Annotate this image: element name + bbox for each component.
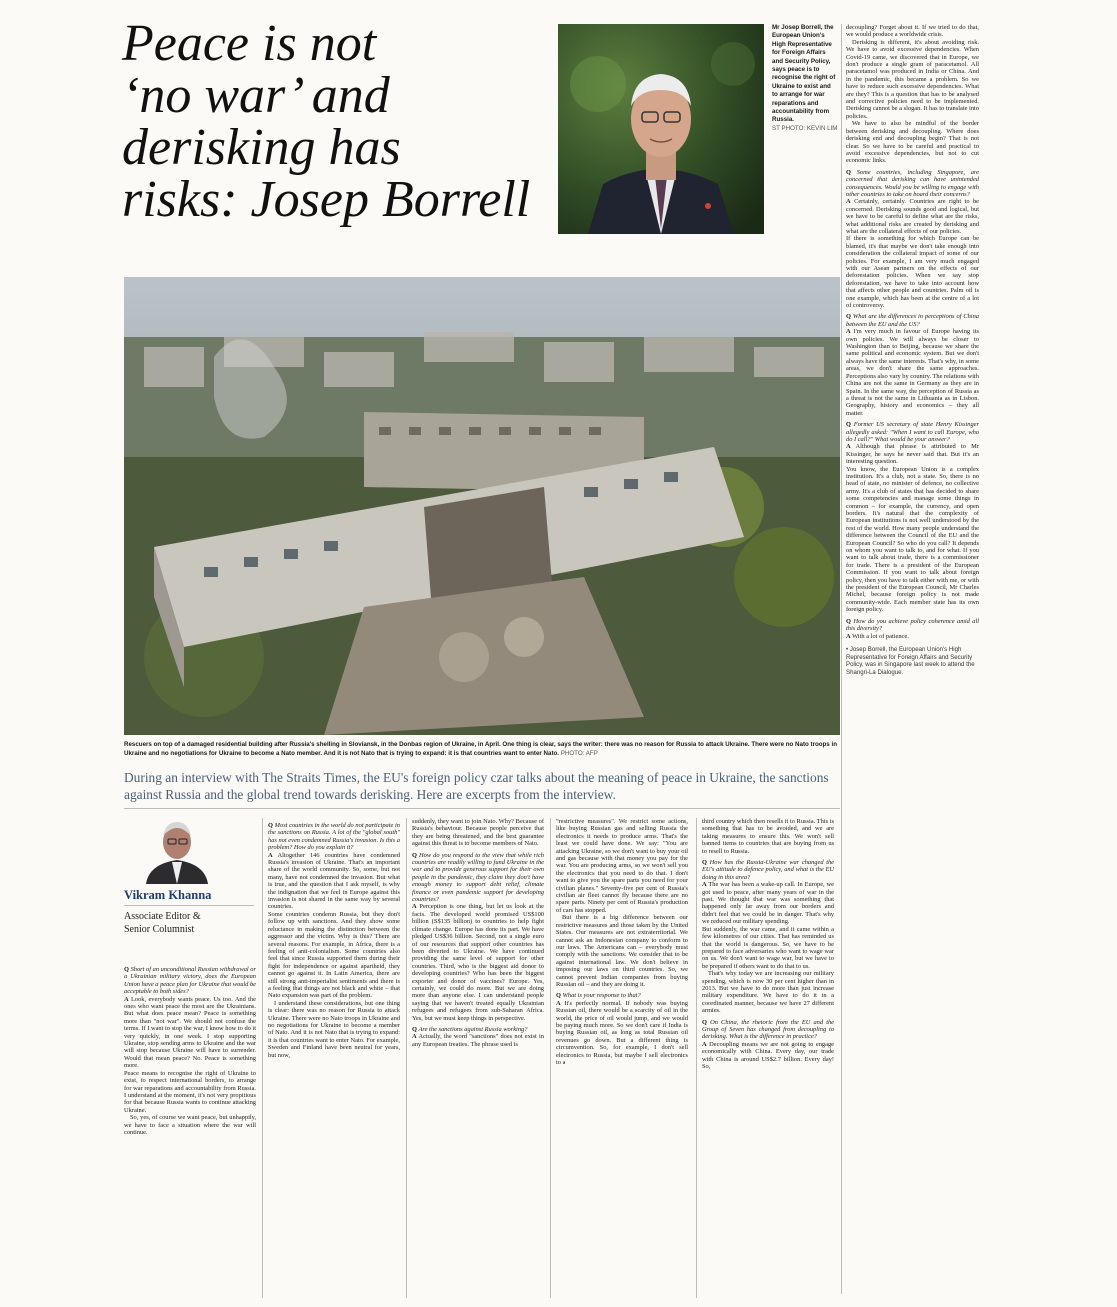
- answer-marker: A: [702, 1040, 707, 1048]
- paragraph: decoupling? Forget about it. If we tried to do that, we would produce a worldwide crisis.: [846, 24, 979, 39]
- answer-text: Perception is one thing, but let us look at the facts. The developed world promised US$100 billion (S$135 billion) to countries to help fight climate change. Europe has done its part. We have pledged US$36 billion. Second, not a single euro of our resources that support other countries has been diverted to Ukraine. We have continued providing the same level of support for other countries. Third, who is the biggest aid donor to developing countries? Who has been the biggest exporter and donor of vaccines? Europe. Yes, certainly, we could do more. But we are doing more than anyone else. I can understand people saying that we haven't treated equally Ukrainian refugees and refugees from sub-Saharan Africa. Yes, but we must keep things in perspective.: [412, 903, 544, 1022]
- answer-marker: A: [846, 328, 851, 336]
- column-rule: [406, 818, 407, 1298]
- main-photo-caption: [124, 740, 840, 758]
- divider: [124, 808, 840, 809]
- answer: [412, 903, 544, 1022]
- question-marker: Q: [846, 313, 851, 321]
- paragraph: We have to also be mindful of the border between derisking and decoupling. Where does derisking end and decoupling begin? That is not clear. So we have to be careful and practical to avoid excessive dependencies, but not to cut economic links.: [846, 120, 979, 165]
- author-name: Vikram Khanna: [124, 888, 212, 902]
- question-marker: Q: [702, 859, 707, 867]
- question-marker: Q: [124, 966, 129, 973]
- answer-marker: A: [412, 903, 417, 911]
- paragraph: But suddenly, the war came, and it came within a few kilometres of our cities. That has reminded us that the world is dangerous. So, we have to be prepared to face adversaries who want to wage war on us. We don't want to wage war, but we have to be prepared if others want to do that to us.: [702, 925, 834, 970]
- answer-text: It's perfectly normal. If nobody was buying Russian oil, there would be a scarcity of oil in the world, the price of oil would jump, and we would be paying much more. So we don't care if India is buying Russian oil, as long as total Russian oil revenues go down. But a different thing is circumvention. So, for example, I don't sell electronics to Russia, but maybe I sell electronics to a: [556, 999, 688, 1066]
- author-divider: [124, 905, 254, 906]
- answer-marker: A: [846, 198, 851, 206]
- question-text: What is your response to that?: [562, 992, 641, 1000]
- author-title-line: Senior Columnist: [124, 924, 195, 935]
- question: [846, 618, 979, 633]
- answer-marker: A: [268, 851, 273, 859]
- question: [268, 822, 400, 852]
- question-text: How do you respond to the view that while rich countries are readily willing to fund Ukraine in the war and to provide generous support for their own people in the pandemic, they claim they don't have enough money to support debt relief, climate finance or even pandemic support for developing countries?: [412, 851, 544, 904]
- article-column-5: [702, 818, 834, 1298]
- portrait-caption: [772, 24, 838, 133]
- question-text: Short of an unconditional Russian withdrawal or a Ukrainian military victory, does the European Union have a peace plan for Ukraine that would be acceptable to both sides?: [124, 966, 256, 996]
- question-marker: Q: [412, 851, 417, 859]
- author-title-line: Associate Editor &: [124, 911, 201, 922]
- answer: [412, 1033, 544, 1048]
- paragraph: "restrictive measures". We restrict some actions, like buying Russian gas and selling Russia the electronics it needs to produce arms. That's the least we could have done. We say: "You are attacking Ukraine, so we don't want to buy your oil and gas because with that money you pay for the war. You are producing arms, so we won't sell you the electronics that you need to do that. I don't want to give you the spare parts you need for your civilian planes." Seventy-five per cent of Russia's civilian air fleet cannot fly because there are no spare parts. Ninety per cent of Russia's production of cars has stopped.: [556, 818, 688, 914]
- portrait-credit: ST PHOTO: KEVIN LIM: [772, 124, 838, 132]
- question-marker: Q: [556, 992, 561, 1000]
- paragraph: You know, the European Union is a complex institution. It's a club, not a state. So, there is no head of state, no minister of defence, no collective army. It's a club of states that has decided to share some competencies and manage some things in common – for example, the currency, and open borders. It's natural that the complexity of European institutions is not well understood by the rest of the world. How many people understand the difference between the Council of the EU and the European Council? So who do you call? It depends on whom you want to talk to, and for what. If you want to talk about trade, there is a commissioner for trade. There is a president of the European Commission. If you want to talk about foreign policy, then you have to talk either with me, or with the president of the European Council, Mr Charles Michel, because foreign policy is not made community-wide. Each member state has its own foreign policy.: [846, 465, 979, 614]
- paragraph: Peace means to recognise the right of Ukraine to exist, to respect international borders, to arrange for war reparations and accountability from Russia. I understand at the moment, it's not very propitious for that because Russia wants to continue attacking Ukraine.: [124, 1069, 256, 1114]
- author-title: [124, 910, 264, 936]
- answer: [124, 996, 256, 1070]
- question: [702, 859, 834, 881]
- question-marker: Q: [268, 822, 273, 829]
- question: [846, 313, 979, 328]
- answer: [846, 443, 979, 465]
- question: [846, 421, 979, 443]
- headline-line: Peace is not: [122, 15, 377, 72]
- answer-text: I'm very much in favour of Europe having its own policies. We will always be closer to Washington than to Beijing, because we share the same political and economic system. But we don't always have the same interests. That's why, in some areas, we don't share the same approaches. Perceptions also vary by country. The relations with China are not the same in Germany as they are in Spain. In the same way, the perception of Russia as a threat is not the same in Lithuania as in Lisbon. Geography, history and economics – they all matter.: [846, 328, 979, 417]
- article-column-3: [412, 818, 544, 1298]
- paragraph: suddenly, they want to join Nato. Why? Because of Russia's behaviour. Because people perceive that they are being threatened, and the best guarantee against this threat is to become members of Nato.: [412, 818, 544, 848]
- article-column-2: [268, 818, 400, 1298]
- headline-line: risks: Josep Borrell: [122, 171, 531, 228]
- paragraph: Some countries condemn Russia, but they don't follow up with sanctions. And they show some reluctance in making the distinction between the aggressor and the victim. Why is this? There are several reasons. For example, in Africa, there is a feeling of anti-colonialism. Some countries also feel that since Russia supported them during their fight for independence or against apartheid, they cannot go against it. In Latin America, there are still strong anti-imperialist sentiments and there is a feeling that things are not black and white – that Nato expansion was part of the problem.: [268, 910, 400, 1000]
- answer-marker: A: [846, 443, 851, 451]
- answer-text: Although that phrase is attributed to Mr Kissinger, he says he never said that. But it's an interesting question.: [846, 443, 979, 466]
- question: [556, 992, 688, 999]
- question-marker: Q: [412, 1025, 417, 1033]
- question-text: What are the differences in perceptions of China between the EU and the US?: [846, 313, 979, 328]
- answer-marker: A: [556, 999, 561, 1007]
- answer-marker: A: [124, 995, 129, 1003]
- answer-text: Actually, the word "sanctions" does not exist in any European treaties. The phrase used is: [412, 1033, 544, 1048]
- paragraph: That's why today we are increasing our military spending, which is now 30 per cent higher than in 2013. But we have to do more than just increase military expenditure. We have to do it in a coordinated manner, because we have 27 different armies.: [702, 970, 834, 1015]
- article-column-4: [556, 818, 688, 1298]
- article-column-6: [846, 24, 979, 1292]
- standfirst: During an interview with The Straits Times, the EU's foreign policy czar talks about the meaning of peace in Ukraine, the sanctions against Russia and the global trend towards derisking. Here are excerpts from the interview.: [124, 770, 829, 802]
- answer: [702, 1041, 834, 1071]
- headline-line: ‘no war’ and: [122, 67, 390, 124]
- question: [412, 1026, 544, 1033]
- paragraph: But there is a big difference between our restrictive measures and those taken by the United States. Our measures are not extraterritorial. We cannot ask an Indonesian company to conform to our laws. The Americans can – everybody must comply with the sanctions. We consider that to be against international law. We don't believe in imposing our laws on third countries. So, we cannot prevent Indian companies from buying Russian oil – and they are doing it.: [556, 914, 688, 988]
- question: [124, 966, 256, 996]
- question-marker: Q: [702, 1018, 707, 1026]
- portrait-caption-text: Mr Josep Borrell, the European Union's High Representative for Foreign Affairs and Security Policy, says peace is to recognise the right of Ukraine to exist and to arrange for war reparations and accountability from Russia.: [772, 24, 836, 124]
- question-marker: Q: [846, 421, 851, 429]
- paragraph: I understand these considerations, but one thing is clear: there was no reason for Russia to attack Ukraine. There were no Nato troops in Ukraine and no negotiations for Ukraine to become a member of Nato. And it is not Nato that is trying to expand: it is that countries want to enter Nato. For example, Sweden and Finland have been neutral for years, but now,: [268, 999, 400, 1059]
- answer-text: With a lot of patience.: [852, 632, 909, 640]
- answer-text: The war has been a wake-up call. In Europe, we got used to peace, after many years of war in the past. We thought that war was something that happened only far away from our borders and didn't feel that we could be in danger. That's why we reduced our military spending.: [702, 881, 834, 926]
- answer-text: Look, everybody wants peace. Us too. And the ones who want peace the most are the Ukrainians. But what does peace mean? Peace is something more than "not war". We should not confuse the terms. If I want to stop the war, I know how to do it very quickly, in one week. I stop supporting Ukraine, stop sending arms to Ukraine and the war will stop because Ukraine will have to surrender. Would that mean peace? No. Peace is something more.: [124, 995, 256, 1070]
- question-marker: Q: [846, 617, 851, 625]
- answer-text: Decoupling means we are not going to engage economically with China. Every day, our trade with China is around US$2.7 billion. Every day! So,: [702, 1040, 834, 1070]
- question-marker: Q: [846, 168, 851, 176]
- question-text: How has the Russia-Ukraine war changed the EU's attitude to defence policy, and what is the EU doing in this area?: [702, 859, 834, 881]
- paragraph: third country which then resells it to Russia. This is something that has to be avoided, and we are taking measures to ensure this. We won't sell banned items to countries that are buying from us to resell to Russia.: [702, 818, 834, 855]
- headline: [122, 15, 552, 228]
- main-photo: [124, 277, 840, 735]
- footnote: • Josep Borrell, the European Union's High Representative for Foreign Affairs and Security Policy, was in Singapore last week to attend the Shangri-La Dialogue.: [846, 645, 975, 676]
- headline-line: derisking has: [122, 119, 401, 176]
- paragraph: So, yes, of course we want peace, but unhappily, we have to face a situation where the war will continue.: [124, 1114, 256, 1136]
- answer-text: Certainly, certainly. Countries are right to be concerned. Derisking sounds good and logical, but we have to be careful to define what are the risks, what additional risks are created by derisking and what are the collateral effects of our policies.: [846, 198, 979, 235]
- question: [846, 169, 979, 199]
- answer: [846, 328, 979, 417]
- question-text: Some countries, including Singapore, are concerned that derisking can have unintended consequences. Would you be willing to engage with other countries to take on board their concerns?: [846, 168, 979, 198]
- answer: [268, 852, 400, 911]
- paragraph: If there is something for which Europe can be blamed, it's that maybe we don't take enough into consideration the collateral impact of some of our policies. For example, I am very much engaged with our Asean partners on the effects of our deforestation policies. When we say stop deforestation, we have to take into account how that affects other people and countries. Palm oil is one example, which has been at the centre of a lot of controversy.: [846, 235, 979, 310]
- author-photo: [124, 814, 230, 884]
- question: [412, 852, 544, 904]
- question-text: How do you achieve policy coherence amid all this diversity?: [846, 617, 979, 633]
- column-rule: [696, 818, 697, 1298]
- column-rule: [550, 818, 551, 1298]
- paragraph: Derisking is different, it's about avoiding risk. We have to avoid excessive dependencies. When Covid-19 came, we discovered that in Europe, we don't produce a single gram of paracetamol. All paracetamol was produced in India or China. And in the pandemic, this became a problem. So we have to reduce such excessive dependencies. What are they? This is a question that has to be analysed and corrective policies need to be implemented. Derisking cannot be a slogan. It has to translate into policies.: [846, 38, 979, 120]
- answer: [846, 633, 979, 640]
- main-photo-caption-text: Rescuers on top of a damaged residential building after Russia's shelling in Sloviansk, in the Donbas region of Ukraine, in April. One thing is clear, says the writer: there was no reason for Russia to attack Ukraine. There were no Nato troops in Ukraine and no negotiations for Ukraine to become a Nato member. And it is not Nato that is trying to expand: it is that countries want to enter Nato.: [124, 741, 837, 757]
- answer: [556, 1000, 688, 1067]
- question-text: Most countries in the world do not participate in the sanctions on Russia. A lot of the "global south" has not even condemned Russia's invasion. Is this a problem? How do you explain it?: [268, 822, 400, 852]
- article-column-1: [124, 962, 256, 1297]
- answer-text: Altogether 146 countries have condemned Russia's invasion of Ukraine. That's an important share of the world community. So, some, but not many, have not condemned the invasion. But what is true, and the question that I ask myself, is why the indignation that we feel in Europe against this invasion is not shared in the same way by several countries.: [268, 851, 400, 911]
- main-photo-credit: PHOTO: AFP: [560, 750, 598, 757]
- question-text: Are the sanctions against Russia working?: [418, 1025, 528, 1033]
- answer-marker: A: [846, 632, 851, 640]
- question: [702, 1019, 834, 1041]
- answer: [702, 881, 834, 925]
- answer: [846, 198, 979, 235]
- answer-marker: A: [702, 881, 707, 889]
- column-rule: [841, 24, 842, 1294]
- column-rule: [262, 818, 263, 1298]
- answer-marker: A: [412, 1033, 417, 1041]
- question-text: On China, the rhetoric from the EU and the Group of Seven has changed from decoupling to derisking. What is the difference in practice?: [702, 1018, 834, 1041]
- question-text: Former US secretary of state Henry Kissinger allegedly asked: "When I want to call Europe, who do I call?" What would be your answer?: [846, 421, 979, 443]
- portrait-photo: [558, 24, 764, 234]
